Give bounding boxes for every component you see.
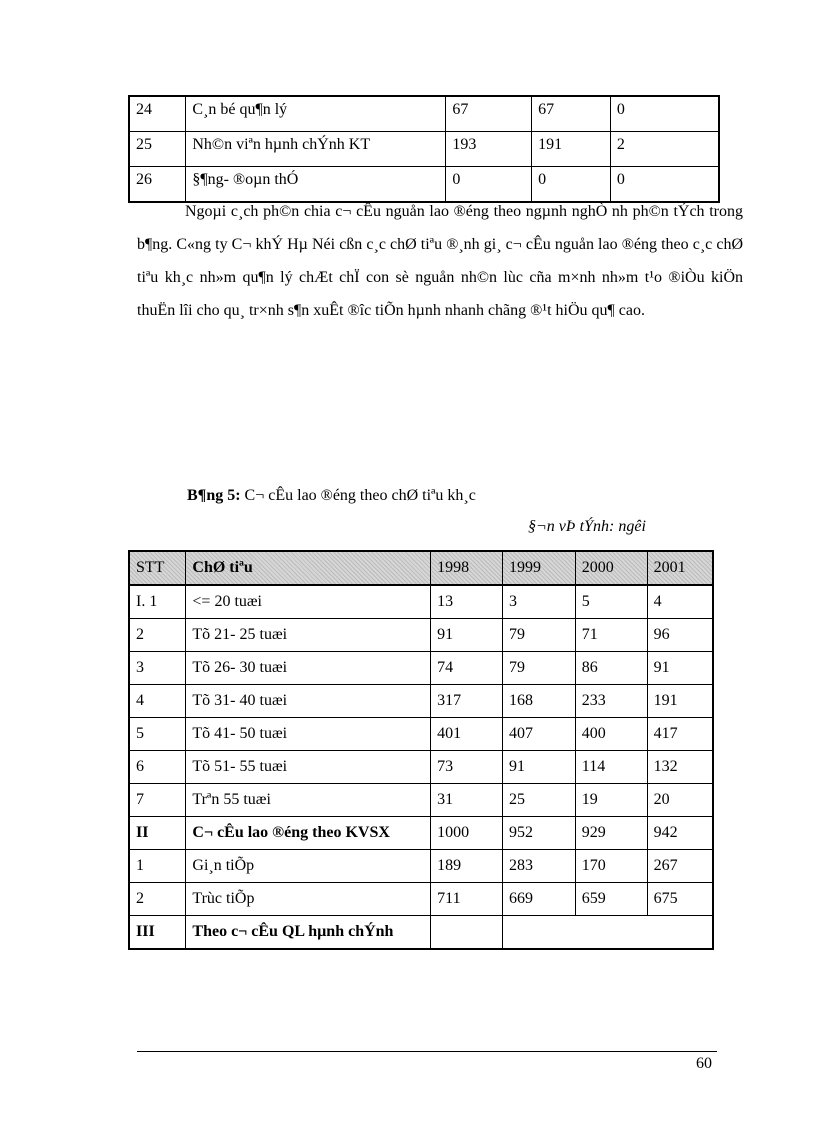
table-cell: 26 (129, 167, 186, 203)
table-cell: 233 (575, 685, 647, 718)
table-cell: 942 (647, 817, 713, 850)
table-cell: 114 (575, 751, 647, 784)
workforce-table-top (128, 95, 720, 203)
table-cell: Theo c¬ cÊu QL hµnh chÝnh (186, 916, 431, 950)
table-cell: 170 (575, 850, 647, 883)
table-cell: 86 (575, 652, 647, 685)
table-row (129, 916, 713, 950)
header-cell: ChØ tiªu (186, 551, 431, 585)
table-cell: 1000 (431, 817, 503, 850)
caption-text: C¬ cÊu lao ®éng theo chØ tiªu kh¸c (240, 487, 476, 504)
table-cell: §¶ng- ®oµn thÓ (186, 167, 446, 203)
table-cell: Gi¸n tiÕp (186, 850, 431, 883)
table-row (129, 883, 713, 916)
table-row (129, 817, 713, 850)
table-cell: 952 (502, 817, 575, 850)
table-cell: 25 (129, 132, 186, 167)
table-cell: 0 (610, 96, 719, 132)
table-cell: Tõ 51- 55 tuæi (186, 751, 431, 784)
table-header-row (129, 551, 713, 585)
table-cell: 5 (575, 585, 647, 619)
table-row (129, 132, 719, 167)
table-cell: 2 (610, 132, 719, 167)
caption-label: B¶ng 5: (187, 487, 241, 504)
header-cell: 2000 (575, 551, 647, 585)
table-cell: 193 (446, 132, 532, 167)
table-cell: 401 (431, 718, 503, 751)
table-row (129, 652, 713, 685)
table-cell: III (129, 916, 186, 950)
table-cell: 3 (129, 652, 186, 685)
table-cell: C¸n bé qu¶n lý (186, 96, 446, 132)
table-cell (431, 916, 503, 950)
table-cell: 283 (502, 850, 575, 883)
table-cell: 191 (532, 132, 611, 167)
table-cell: 0 (446, 167, 532, 203)
table-cell: 31 (431, 784, 503, 817)
header-cell: 1998 (431, 551, 503, 585)
table-cell (502, 916, 713, 950)
footer-divider (137, 1051, 717, 1052)
table-cell: 132 (647, 751, 713, 784)
table-cell: 73 (431, 751, 503, 784)
table-cell: 79 (502, 619, 575, 652)
table-cell: 91 (647, 652, 713, 685)
page-number: 60 (696, 1055, 712, 1072)
table-cell: 4 (129, 685, 186, 718)
unit-note: §¬n vÞ tÝnh: ngêi (528, 518, 646, 535)
table-cell: <= 20 tuæi (186, 585, 431, 619)
table-cell: 0 (610, 167, 719, 203)
table-cell: I. 1 (129, 585, 186, 619)
table-cell: 79 (502, 652, 575, 685)
table-row (129, 585, 713, 619)
table-cell: 659 (575, 883, 647, 916)
table-cell: 3 (502, 585, 575, 619)
table-cell: 19 (575, 784, 647, 817)
body-paragraph (137, 195, 743, 327)
table-cell: Tõ 31- 40 tuæi (186, 685, 431, 718)
table-cell: 669 (502, 883, 575, 916)
table-cell: 189 (431, 850, 503, 883)
table-cell: Tõ 26- 30 tuæi (186, 652, 431, 685)
table-cell: C¬ cÊu lao ®éng theo KVSX (186, 817, 431, 850)
table-cell: 417 (647, 718, 713, 751)
table-row (129, 784, 713, 817)
header-cell: 1999 (502, 551, 575, 585)
table-cell: 168 (502, 685, 575, 718)
table-cell: 91 (431, 619, 503, 652)
table-cell: 267 (647, 850, 713, 883)
table-cell: 25 (502, 784, 575, 817)
labor-structure-table (128, 550, 714, 950)
table-cell: 20 (647, 784, 713, 817)
paragraph-text: Ngoµi c¸ch ph©n chia c¬ cÊu nguån lao ®éng theo ngµnh nghÒ nh ph©n tÝch trong b¶ng. C«ng ty C¬ khÝ Hµ Néi cßn c¸c chØ tiªu ®¸nh gi¸ c¬ cÊu nguån lao ®éng theo c¸c chØ tiªu kh¸c nh»m qu¶n lý chÆt chÏ con sè nguån nh©n lùc cña m×nh nh»m t¹o ®iÒu kiÖn thuËn lîi cho qu¸ tr×nh s¶n xuÊt ®îc tiÕn hµnh nhanh chãng ®¹t hiÖu qu¶ cao. (137, 203, 743, 319)
table-cell: 6 (129, 751, 186, 784)
table-cell: 74 (431, 652, 503, 685)
table-cell: 317 (431, 685, 503, 718)
table-cell: 13 (431, 585, 503, 619)
table-row (129, 96, 719, 132)
table-cell: 67 (446, 96, 532, 132)
table-cell: Trùc tiÕp (186, 883, 431, 916)
table-cell: 1 (129, 850, 186, 883)
header-cell: STT (129, 551, 186, 585)
table-cell: 5 (129, 718, 186, 751)
table-cell: Tõ 41- 50 tuæi (186, 718, 431, 751)
header-cell: 2001 (647, 551, 713, 585)
table-cell: 7 (129, 784, 186, 817)
table-cell: Tõ 21- 25 tuæi (186, 619, 431, 652)
table-cell: 929 (575, 817, 647, 850)
table-cell: 0 (532, 167, 611, 203)
table-row (129, 850, 713, 883)
table-cell: 2 (129, 619, 186, 652)
table-cell: 71 (575, 619, 647, 652)
table-cell: 96 (647, 619, 713, 652)
table-cell: 400 (575, 718, 647, 751)
table-caption (187, 487, 476, 505)
table-row (129, 685, 713, 718)
table-row (129, 751, 713, 784)
table-row (129, 718, 713, 751)
table-cell: 2 (129, 883, 186, 916)
table-cell: 91 (502, 751, 575, 784)
table-cell: 191 (647, 685, 713, 718)
table-cell: Trªn 55 tuæi (186, 784, 431, 817)
table-cell: Nh©n viªn hµnh chÝnh KT (186, 132, 446, 167)
table-cell: 407 (502, 718, 575, 751)
table-cell: 4 (647, 585, 713, 619)
table-cell: 24 (129, 96, 186, 132)
table-cell: II (129, 817, 186, 850)
table-cell: 711 (431, 883, 503, 916)
table-row (129, 619, 713, 652)
table-cell: 67 (532, 96, 611, 132)
table-cell: 675 (647, 883, 713, 916)
